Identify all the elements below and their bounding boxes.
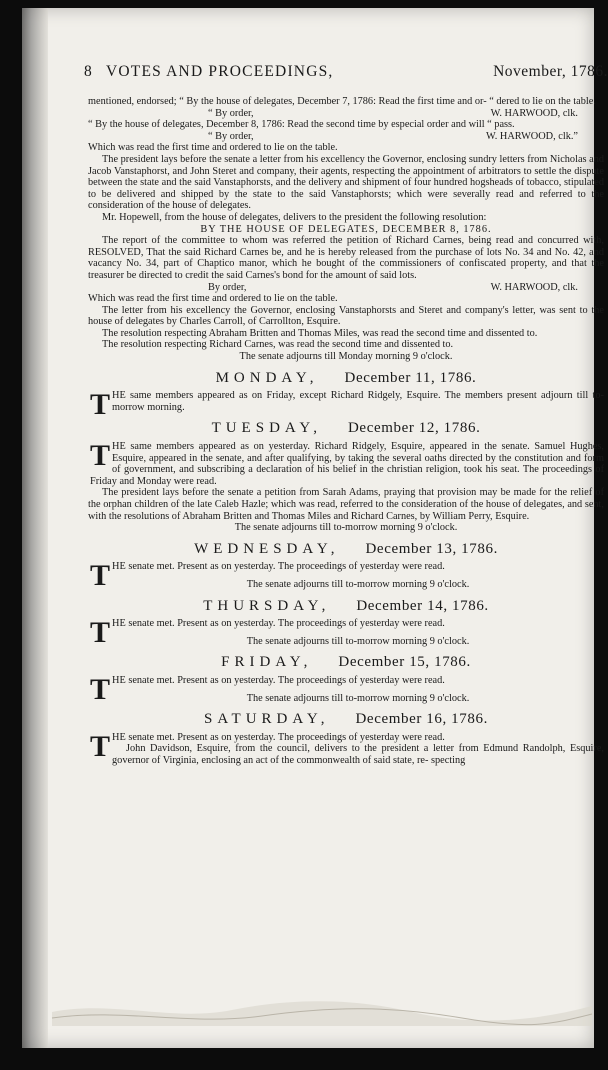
day-heading bbox=[88, 654, 604, 671]
paragraph: Which was read the first time and ordered to lie on the table. bbox=[88, 142, 338, 154]
day-date: December 15, 1786. bbox=[338, 654, 471, 671]
day-heading bbox=[88, 540, 604, 557]
paragraph: The report of the committee to whom was referred the petition of Richard Carnes, being read and concurred with, RESOLVED, That the said Richard Carnes be, and he is hereby released from the purchase of lots No. 34 and No. 42, and vacancy No. 34, part of Chaptico manor, which he bought of the commissioners of confiscated property, and that the treasurer be directed to credit the said Carnes's bond for the amount of said lots. bbox=[88, 235, 604, 281]
signature-by-order: By order, bbox=[208, 281, 247, 293]
day-entry bbox=[88, 559, 604, 593]
day-name: THURSDAY, bbox=[203, 597, 331, 614]
drop-cap: T bbox=[90, 388, 111, 422]
signature-clerk: W. HARWOOD, clk. bbox=[490, 281, 578, 293]
paragraph: The resolution respecting Abraham Britten and Thomas Miles, was read the second time and dissented to. bbox=[102, 327, 538, 339]
adjourn-line: The senate adjourns till Monday morning 9 o'clock. bbox=[239, 351, 453, 363]
day-heading bbox=[88, 711, 604, 728]
drop-cap: T bbox=[90, 729, 111, 763]
drop-cap: T bbox=[90, 559, 111, 593]
day-date: December 16, 1786. bbox=[355, 711, 488, 728]
adjourn-line: The senate adjourns till to-morrow morning 9 o'clock. bbox=[246, 635, 470, 647]
running-header bbox=[84, 63, 608, 90]
adjourn-line: The senate adjourns till to-morrow morning 9 o'clock. bbox=[246, 692, 470, 704]
signature-by-order: “ By order, bbox=[208, 130, 254, 142]
header-title: VOTES AND PROCEEDINGS, bbox=[106, 63, 334, 80]
drop-cap: T bbox=[90, 672, 111, 706]
drop-cap: T bbox=[90, 616, 111, 650]
day-entry bbox=[88, 616, 604, 650]
day-body: HE senate met. Present as on yesterday. The proceedings of yesterday were read. bbox=[112, 561, 445, 573]
book-spine-shadow bbox=[22, 8, 48, 1048]
day-entry bbox=[88, 388, 604, 422]
day-heading bbox=[88, 369, 604, 386]
paragraph: “ By the house of delegates, December 8, 1786: Read the second time by especial order and will “ pass. bbox=[88, 119, 515, 131]
adjourn-line: The senate adjourns till to-morrow morning 9 o'clock. bbox=[234, 522, 458, 534]
signature-clerk: W. HARWOOD, clk. bbox=[490, 107, 578, 119]
day-date: December 11, 1786. bbox=[344, 369, 477, 386]
paragraph: The letter from his excellency the Governor, enclosing Vanstaphorsts and Steret and company's letter, was sent to the house of delegates by Charles Carroll, of Carrollton, Esquire. bbox=[88, 304, 604, 328]
paragraph: The resolution respecting Richard Carnes, was read the second time and dissented to. bbox=[102, 339, 454, 351]
day-date: December 14, 1786. bbox=[356, 597, 489, 614]
day-entry bbox=[88, 672, 604, 706]
paragraph: The president lays before the senate a letter from his excellency the Governor, enclosing sundry letters from Nicholas and Jacob Vanstaphorst, and John Steret and company, their agents, respecting the appointment of arbitrators to settle the dispute between the state and the said Vanstaphorsts, and the delivery and shipment of four hundred hogsheads of tobacco, stipulated to be delivered and shipped by the state to the said Vanstaphorsts; which were severally read and referred to the consideration of the house of delegates. bbox=[88, 153, 604, 212]
paragraph: John Davidson, Esquire, from the council, delivers to the president a letter from Edmund Randolph, Esquire, governor of Virginia, enclosing an act of the commonwealth of said state, re- specting bbox=[112, 743, 604, 766]
signature-line bbox=[88, 131, 604, 143]
page-number: 8 bbox=[84, 63, 93, 80]
paragraph: The president lays before the senate a petition from Sarah Adams, praying that provision may be made for the relief of the orphan children of the late Caleb Hazle; which was read, referred to the consideration of the house of delegates, and sent, with the resolutions of Abraham Britten and Thomas Miles and Richard Carnes, by William Perry, Esquire. bbox=[88, 487, 604, 522]
page-text bbox=[84, 63, 608, 767]
day-name: FRIDAY, bbox=[221, 654, 313, 671]
day-name: WEDNESDAY, bbox=[194, 540, 340, 557]
adjourn-line: The senate adjourns till to-morrow morning 9 o'clock. bbox=[246, 578, 470, 590]
resolution-heading: BY THE HOUSE OF DELEGATES, DECEMBER 8, 1786. bbox=[200, 223, 492, 235]
day-body: HE same members appeared as on Friday, except Richard Ridgely, Esquire. The members present adjourn till to-morrow morning. bbox=[112, 390, 604, 413]
signature-line bbox=[88, 108, 604, 120]
day-body: HE senate met. Present as on yesterday. The proceedings of yesterday were read. bbox=[112, 674, 445, 686]
torn-page-edge bbox=[52, 992, 592, 1026]
document-page bbox=[22, 8, 608, 1048]
day-name: MONDAY, bbox=[215, 369, 319, 386]
day-entry bbox=[88, 441, 604, 487]
paragraph: Mr. Hopewell, from the house of delegates, delivers to the president the following resolution: bbox=[102, 211, 487, 223]
header-date: November, 1786. bbox=[493, 63, 608, 80]
day-heading bbox=[88, 420, 604, 437]
drop-cap: T bbox=[90, 439, 111, 473]
signature-clerk: W. HARWOOD, clk.” bbox=[486, 130, 578, 142]
day-body: HE same members appeared as on yesterday. Richard Ridgely, Esquire, appeared in the senate. Samuel Hughes, Esquire, appeared in the senate, and after qualifying, by taking the several oaths directed by the constitution and form of government, and subscribing a declaration of his belief in the christian religion, took his seat. The proceedings of Friday and Monday were read. bbox=[90, 441, 604, 487]
signature-by-order: “ By order, bbox=[208, 107, 254, 119]
day-name: TUESDAY, bbox=[211, 420, 322, 437]
day-name: SATURDAY, bbox=[204, 711, 330, 728]
paragraph: Which was read the first time and ordered to lie on the table. bbox=[88, 293, 338, 305]
signature-line bbox=[88, 282, 604, 294]
day-body: HE senate met. Present as on yesterday. The proceedings of yesterday were read. bbox=[112, 618, 445, 630]
day-body: HE senate met. Present as on yesterday. The proceedings of yesterday were read. bbox=[112, 731, 445, 743]
day-date: December 12, 1786. bbox=[348, 420, 481, 437]
day-heading bbox=[88, 597, 604, 614]
day-date: December 13, 1786. bbox=[365, 540, 498, 557]
paragraph: mentioned, endorsed; “ By the house of delegates, December 7, 1786: Read the first time and or- “ dered to lie on the table. bbox=[88, 96, 596, 107]
